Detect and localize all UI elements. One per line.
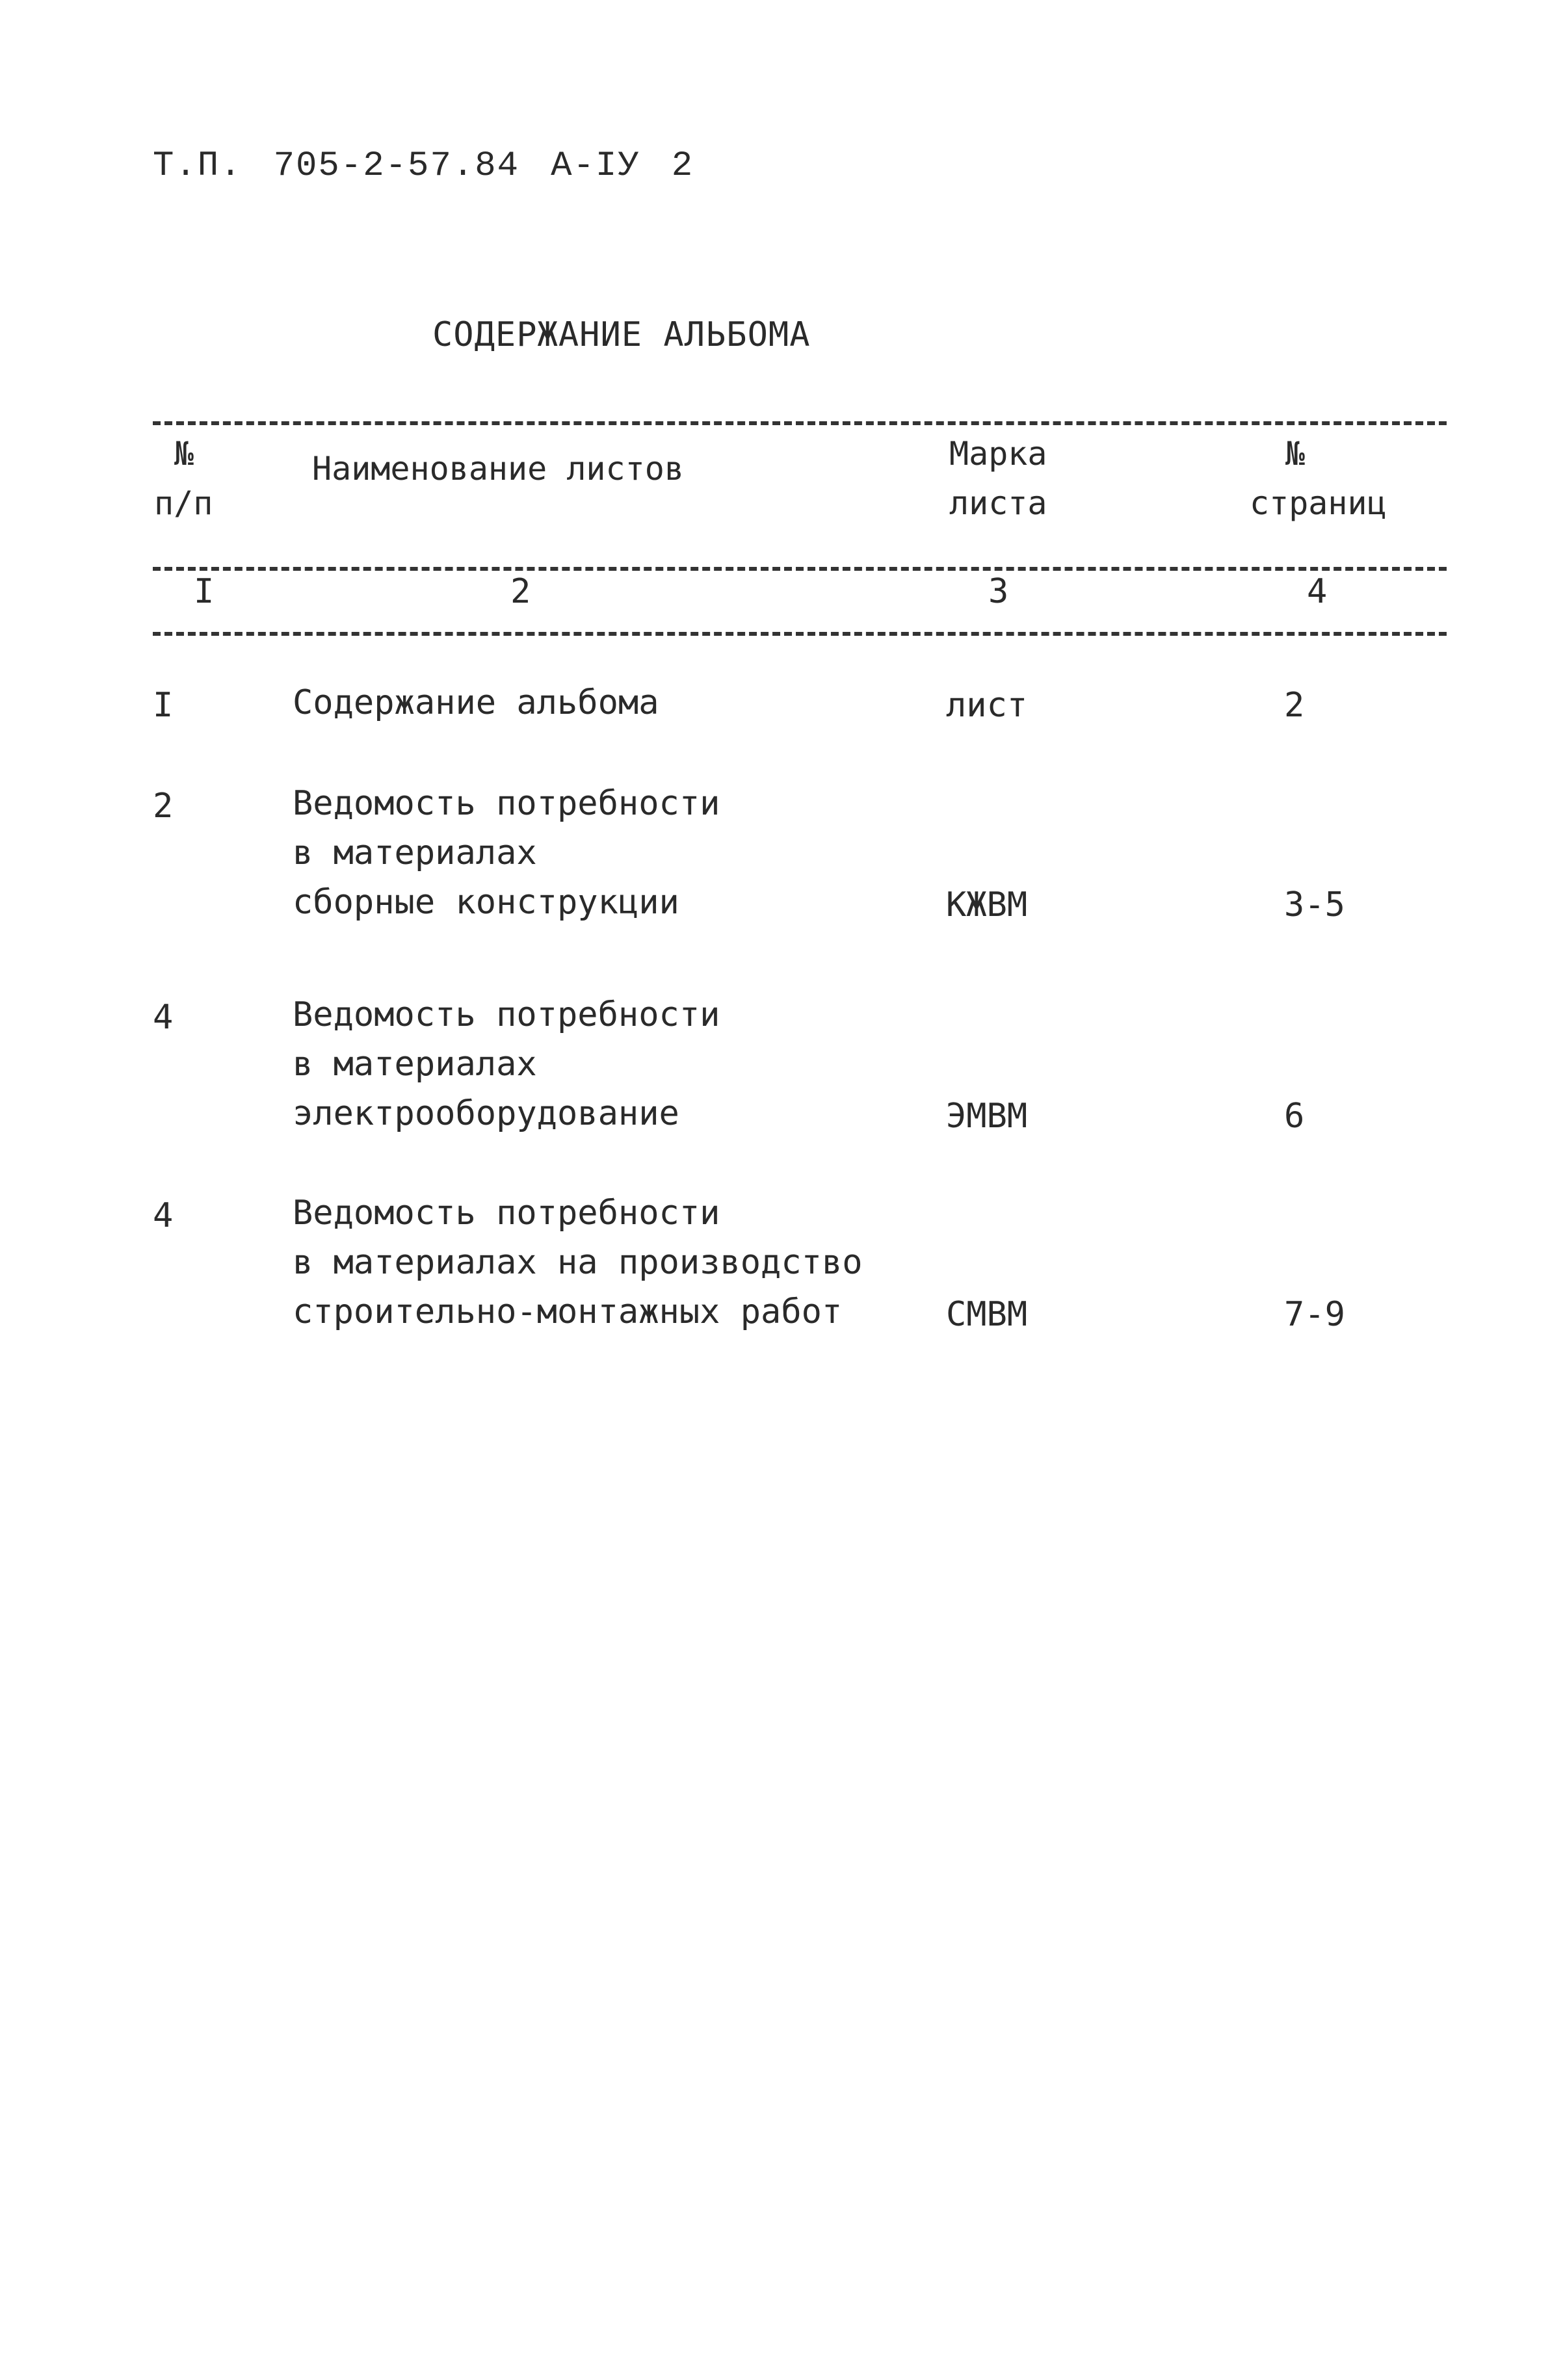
row-2-name — [293, 779, 720, 927]
code-prefix: Т.П. — [153, 146, 243, 186]
code-number: 705-2-57.84 — [273, 146, 520, 186]
row-3-name-line: электрооборудование — [293, 1094, 679, 1133]
page-title: СОДЕРЖАНИЕ АЛЬБОМА — [432, 315, 811, 354]
row-3-name-line: Ведомость потребности — [293, 995, 720, 1034]
row-2-mark: КЖВМ — [946, 885, 1028, 924]
col-header-mark-line1: Марка — [949, 435, 1047, 473]
col-header-name: Наименование листов — [312, 450, 684, 488]
column-number-4: 4 — [1307, 572, 1328, 611]
row-1-pages: 2 — [1284, 686, 1305, 725]
col-header-pages — [1250, 429, 1387, 528]
col-header-num-line2: п/п — [154, 484, 213, 522]
row-4-name-line: в материалах на производство — [293, 1243, 863, 1282]
table-rule-top — [153, 421, 1447, 425]
row-1-name — [293, 678, 659, 727]
row-3-name — [293, 990, 720, 1138]
table-rule-header-bottom — [153, 567, 1447, 571]
row-3-mark: ЭМВМ — [946, 1097, 1028, 1136]
row-3-number: 4 — [153, 998, 174, 1037]
col-header-mark — [949, 429, 1047, 528]
row-2-number: 2 — [153, 787, 174, 826]
col-header-pages-line2: страниц — [1250, 484, 1387, 522]
col-header-mark-line2: листа — [949, 484, 1047, 522]
col-header-pages-line1: № — [1285, 435, 1306, 473]
row-1-mark: лист — [946, 686, 1028, 725]
column-number-2: 2 — [510, 572, 531, 611]
row-2-name-line: Ведомость потребности — [293, 784, 720, 823]
row-4-name-line: Ведомость потребности — [293, 1194, 720, 1233]
album-number: А-IУ — [551, 146, 640, 186]
row-2-name-line: сборные конструкции — [293, 883, 679, 922]
column-number-1: I — [194, 572, 215, 611]
row-4-name-line: строительно-монтажных работ — [293, 1292, 843, 1331]
row-3-name-line: в материалах — [293, 1045, 537, 1084]
col-header-num-line1: № — [174, 435, 194, 473]
table-rule-column-numbers-bottom — [153, 632, 1447, 636]
row-4-name — [293, 1188, 863, 1337]
row-4-pages: 7-9 — [1284, 1295, 1345, 1334]
row-1-number: I — [153, 686, 174, 725]
row-4-mark: СМВМ — [946, 1295, 1028, 1334]
row-4-number: 4 — [153, 1196, 174, 1235]
col-header-num — [154, 429, 213, 528]
column-number-3: 3 — [988, 572, 1009, 611]
row-1-name-line: Содержание альбома — [293, 683, 659, 722]
row-2-pages: 3-5 — [1284, 885, 1345, 924]
sheet-number: 2 — [671, 146, 694, 186]
document-code — [153, 146, 725, 186]
row-2-name-line: в материалах — [293, 833, 537, 872]
row-3-pages: 6 — [1284, 1097, 1305, 1136]
